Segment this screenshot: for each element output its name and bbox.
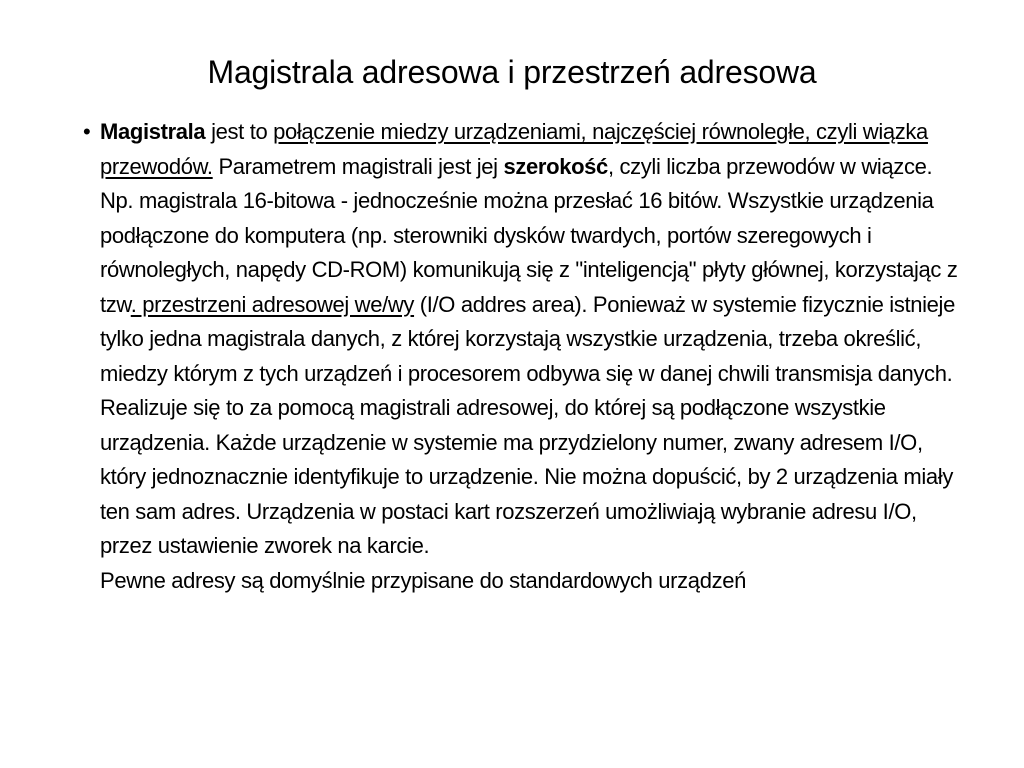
text-segment-1: jest to bbox=[205, 119, 274, 144]
term-magistrala: Magistrala bbox=[100, 119, 206, 144]
bullet-list bbox=[60, 115, 970, 598]
bullet-icon: • bbox=[83, 119, 91, 144]
slide-content bbox=[60, 115, 970, 598]
text-segment-2: Parametrem magistrali jest jej bbox=[212, 153, 504, 179]
underlined-address-space: . przestrzeni adresowej we/wy bbox=[130, 291, 415, 317]
underlined-definition: połączenie miedzy urządzeniami, najczęściej równoległe, czyli wiązka przewodów. bbox=[100, 119, 928, 179]
text-segment-5: Pewne adresy są domyślnie przypisane do standardowych urządzeń bbox=[100, 567, 747, 593]
text-segment-3: , czyli liczba przewodów w wiązce. Np. magistrala 16-bitowa - jednocześnie można przesłać 16 bitów. Wszystkie urządzenia podłączone do komputera (np. sterowniki dysków twardych, portów szeregowych i równoległych, napędy CD-ROM) komunikują się z "inteligencją" płyty głównej, korzystając z tzw bbox=[100, 153, 958, 317]
text-segment-4: (I/O addres area). Ponieważ w systemie fizycznie istnieje tylko jedna magistrala danych, z której korzystają wszystkie urządzenia, trzeba określić, miedzy którym z tych urządzeń i procesorem odbywa się w danej chwili transmisja danych. Realizuje się to za pomocą magistrali adresowej, do której są podłączone wszystkie urządzenia. Każde urządzenie w systemie ma przydzielony numer, zwany adresem I/O, który jednoznacznie identyfikuje to urządzenie. Nie można dopuścić, by 2 urządzenia miały ten sam adres. Urządzenia w postaci kart rozszerzeń umożliwiają wybranie adresu I/O, przez ustawienie zworek na karcie. bbox=[100, 291, 955, 558]
bullet-item bbox=[60, 115, 970, 598]
term-szerokosc: szerokość bbox=[503, 153, 608, 179]
slide-title: Magistrala adresowa i przestrzeń adresowa bbox=[207, 54, 817, 90]
